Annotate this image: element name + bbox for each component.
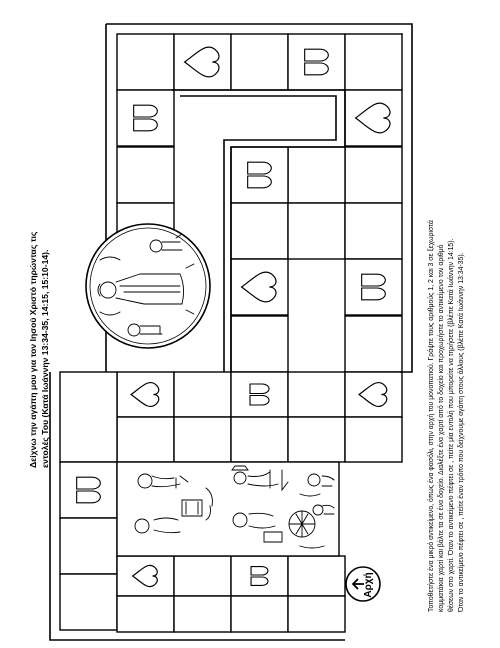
instructions: [427, 220, 465, 613]
board-space-heart: [174, 34, 231, 90]
board-space: [288, 417, 345, 462]
board-space-tablet: [345, 259, 402, 315]
board-space: [60, 372, 117, 462]
board-space-tablet: [117, 90, 174, 146]
board-space: [288, 203, 345, 259]
board-space: [117, 147, 174, 203]
board-space: [117, 596, 174, 632]
board-space: [231, 596, 288, 632]
board-space: [231, 316, 288, 372]
board-space: [60, 574, 117, 630]
board-space: [288, 596, 345, 632]
board-space: [174, 556, 231, 596]
board-space: [174, 417, 231, 462]
board-space: [60, 518, 117, 574]
board-space-heart: [231, 259, 288, 315]
board-space: [345, 147, 402, 203]
instructions-line4: Όταν το αντικείμενο πέφτει σε , πείτε έναν τρόπο που δείχνουμε αγάπη στους άλλους (βλέπε Κατά Ιωάννην 13:34-35).: [458, 252, 465, 612]
start-label: Αρχή: [363, 572, 374, 598]
board-space: [117, 34, 174, 90]
board-space: [231, 203, 288, 259]
board-space-heart: [345, 372, 402, 417]
board-space-tablet: [231, 372, 288, 417]
picture-panel: [117, 462, 339, 556]
instructions-line2: κομματάκια χαρτί και βάλτε τα σε ένα δοχείο. Διαλέξτε ένα χαρτί από το δοχείο και προχωρήστε το αντικείμενο τον αριθμό: [438, 244, 445, 612]
board-space-tablet: [231, 147, 288, 203]
board-space: [231, 417, 288, 462]
board-space-heart: [117, 556, 174, 596]
board-space-tablet: [288, 34, 345, 90]
board-space: [345, 34, 402, 90]
start-marker[interactable]: [346, 567, 380, 601]
board-space: [345, 203, 402, 259]
board-space: [288, 372, 345, 417]
instructions-line3: θέσεων στο χαρτί. Όταν το αντικείμενο πέφτει σε , πείτε μία εντολή που μπορείτε να τηρήσετε (βλέπε Κατά Ιωάννην 14:15).: [448, 238, 455, 612]
board-space-tablet: [60, 462, 117, 518]
page-title-line1: Δείχνω την αγάπη μου για τον Ιησού Χριστό τηρώντας τις: [28, 231, 38, 468]
jesus-picture: [86, 224, 210, 348]
board-space-heart: [117, 372, 174, 417]
board-space: [231, 34, 288, 90]
board-space-tablet: [231, 556, 288, 596]
board-space: [174, 372, 231, 417]
board-space: [345, 316, 402, 372]
page-title-line2: εντολές Του (Κατά Ιωάννην 13:34-35, 14:15, 15:10-14).: [40, 249, 50, 468]
board-space: [288, 556, 345, 596]
board-space: [288, 147, 345, 203]
board-space: [174, 596, 231, 632]
board-space: [345, 417, 402, 462]
board-space: [117, 417, 174, 462]
board-space-heart: [345, 90, 402, 146]
instructions-line1: Τοποθετήστε ένα μικρό αντικείμενο, όπως ένα φασόλι, στην αρχή του μονοπατιού. Γράψτε τους αριθμούς 1, 2 και 3 σε ξεχωριστά: [428, 220, 435, 612]
